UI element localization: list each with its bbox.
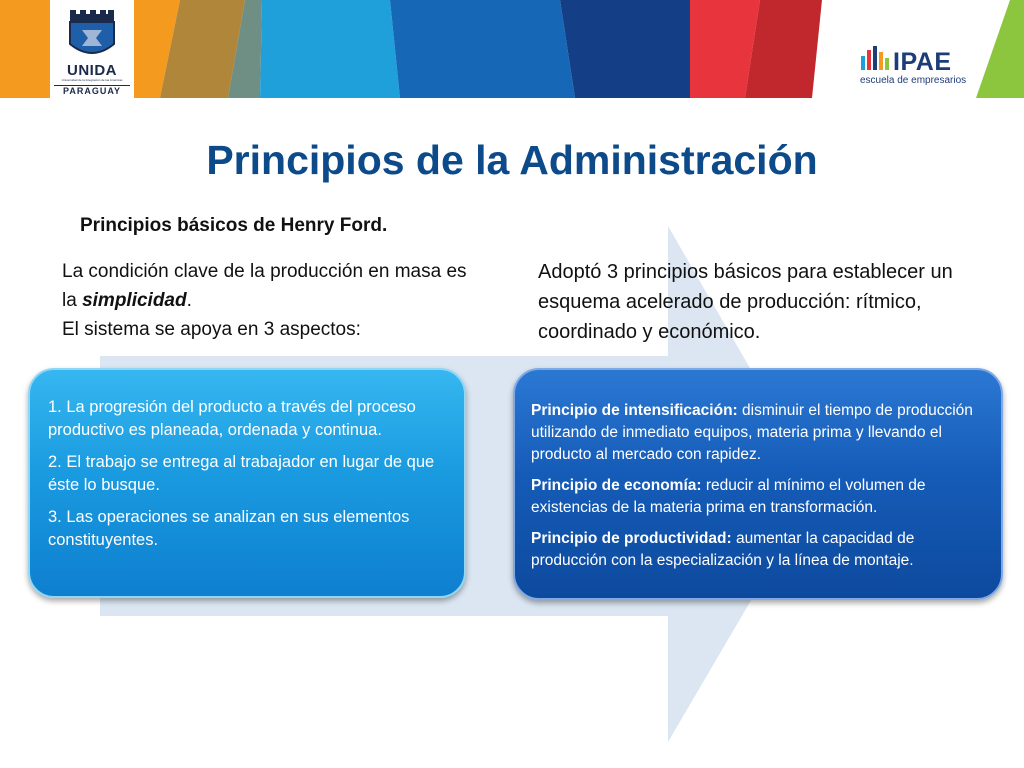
left-intro-text (62, 257, 482, 344)
principle-text-3: aumentar la capacidad de producción con la especialización y la línea de montaje. (531, 530, 915, 569)
principle-item-2 (531, 475, 985, 519)
ipae-name: IPAE (893, 48, 952, 76)
left-intro-line1: La condición clave de la producción en masa es la (62, 261, 467, 311)
principle-text-1: disminuir el tiempo de producción utilizando de inmediato equipos, materia prima y llevando el producto al mercado con rapidez. (531, 402, 973, 463)
unida-tagline: Universidad de la Integración de las Américas (61, 78, 123, 82)
ipae-subtitle: escuela de empresarios (860, 75, 967, 86)
unida-name: UNIDA (67, 62, 117, 79)
principle-text-2: reducir al mínimo el volumen de existencias de la materia prima en transformación. (531, 477, 926, 516)
aspect-item-2: 2. El trabajo se entrega al trabajador en lugar de que éste lo busque. (48, 453, 435, 494)
principle-label-3: Principio de productividad: (531, 530, 732, 547)
unida-country: PARAGUAY (54, 85, 130, 96)
principle-label-2: Principio de economía: (531, 477, 702, 494)
principle-item-3 (531, 528, 985, 572)
right-intro-text: Adoptó 3 principios básicos para establecer un esquema acelerado de producción: rítmico, coordinado y económico. (538, 261, 953, 343)
principle-label-1: Principio de intensificación: (531, 402, 738, 419)
slide-subtitle: Principios básicos de Henry Ford. (80, 215, 388, 236)
principles-card (513, 368, 1003, 600)
aspect-item-3: 3. Las operaciones se analizan en sus elementos constituyentes. (48, 508, 410, 549)
left-intro-line2: El sistema se apoya en 3 aspectos: (62, 319, 361, 340)
left-intro-emphasis: simplicidad (82, 290, 187, 311)
left-intro-line1-end: . (186, 290, 192, 311)
aspect-item-1: 1. La progresión del producto a través del proceso productivo es planeada, ordenada y continua. (48, 398, 416, 439)
aspects-card (28, 368, 466, 598)
principle-item-1 (531, 400, 985, 466)
slide-title: Principios de la Administración (206, 137, 818, 183)
